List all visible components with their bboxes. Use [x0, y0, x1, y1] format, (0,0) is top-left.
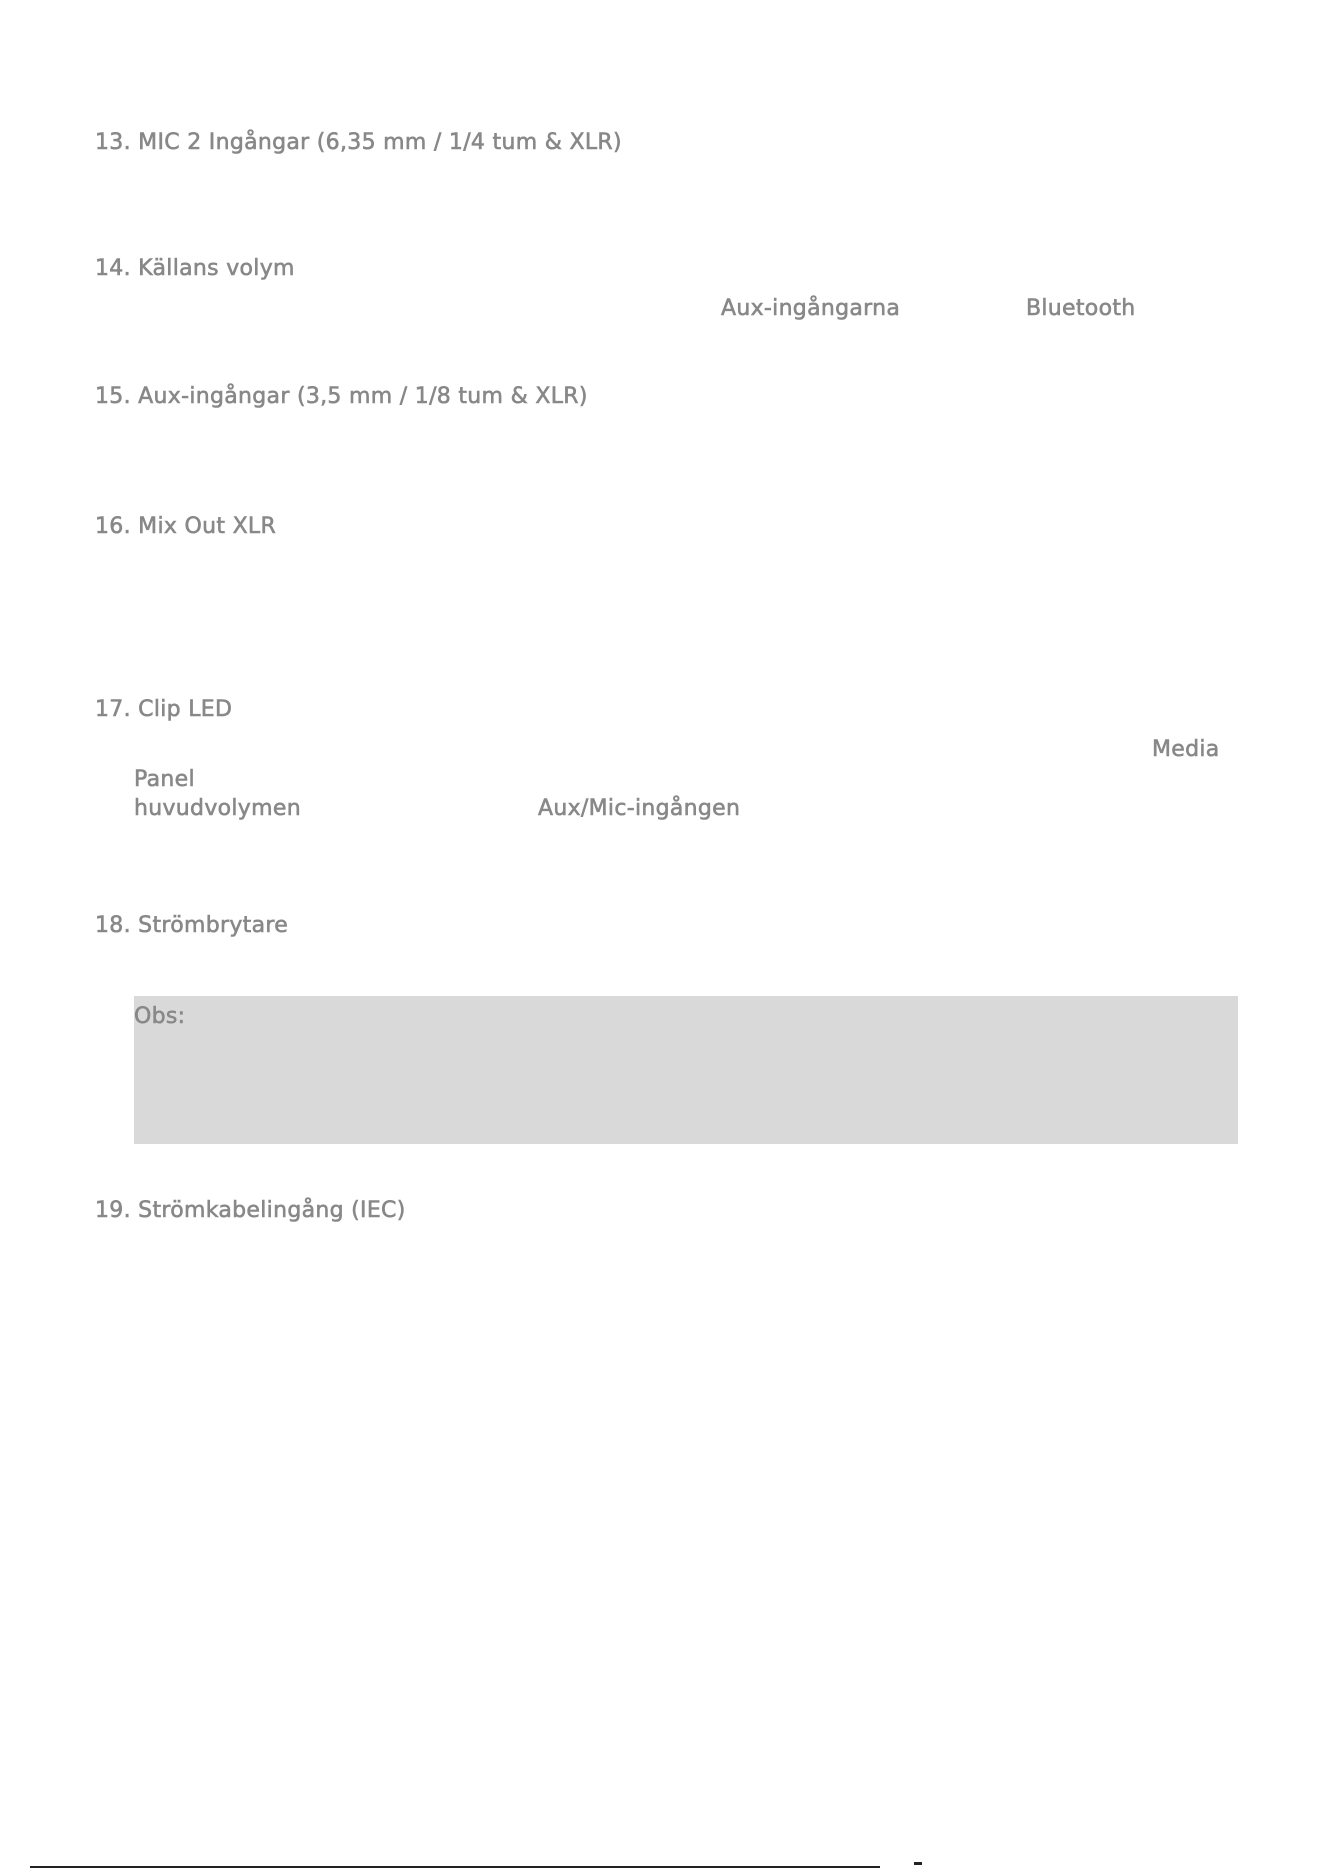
term-aux-ingangarna: Aux-ingångarna	[721, 296, 901, 321]
term-panel: Panel	[134, 767, 195, 792]
note-label: Obs:	[134, 1004, 186, 1029]
section-17-heading: 17. Clip LED	[95, 697, 233, 722]
section-15-heading: 15. Aux-ingångar (3,5 mm / 1/8 tum & XLR)	[95, 384, 588, 409]
section-13-heading: 13. MIC 2 Ingångar (6,35 mm / 1/4 tum & XLR)	[95, 130, 622, 155]
section-14-heading: 14. Källans volym	[95, 256, 295, 281]
footer-rule	[30, 1866, 880, 1868]
note-box	[134, 996, 1238, 1144]
section-18-heading: 18. Strömbrytare	[95, 913, 289, 938]
term-media: Media	[1152, 737, 1220, 762]
term-aux-mic-ingangen: Aux/Mic-ingången	[538, 796, 741, 821]
term-huvudvolymen: huvudvolymen	[134, 796, 301, 821]
section-19-heading: 19. Strömkabelingång (IEC)	[95, 1198, 406, 1223]
term-bluetooth: Bluetooth	[1026, 296, 1136, 321]
footer-mark	[914, 1862, 922, 1865]
section-16-heading: 16. Mix Out XLR	[95, 514, 277, 539]
